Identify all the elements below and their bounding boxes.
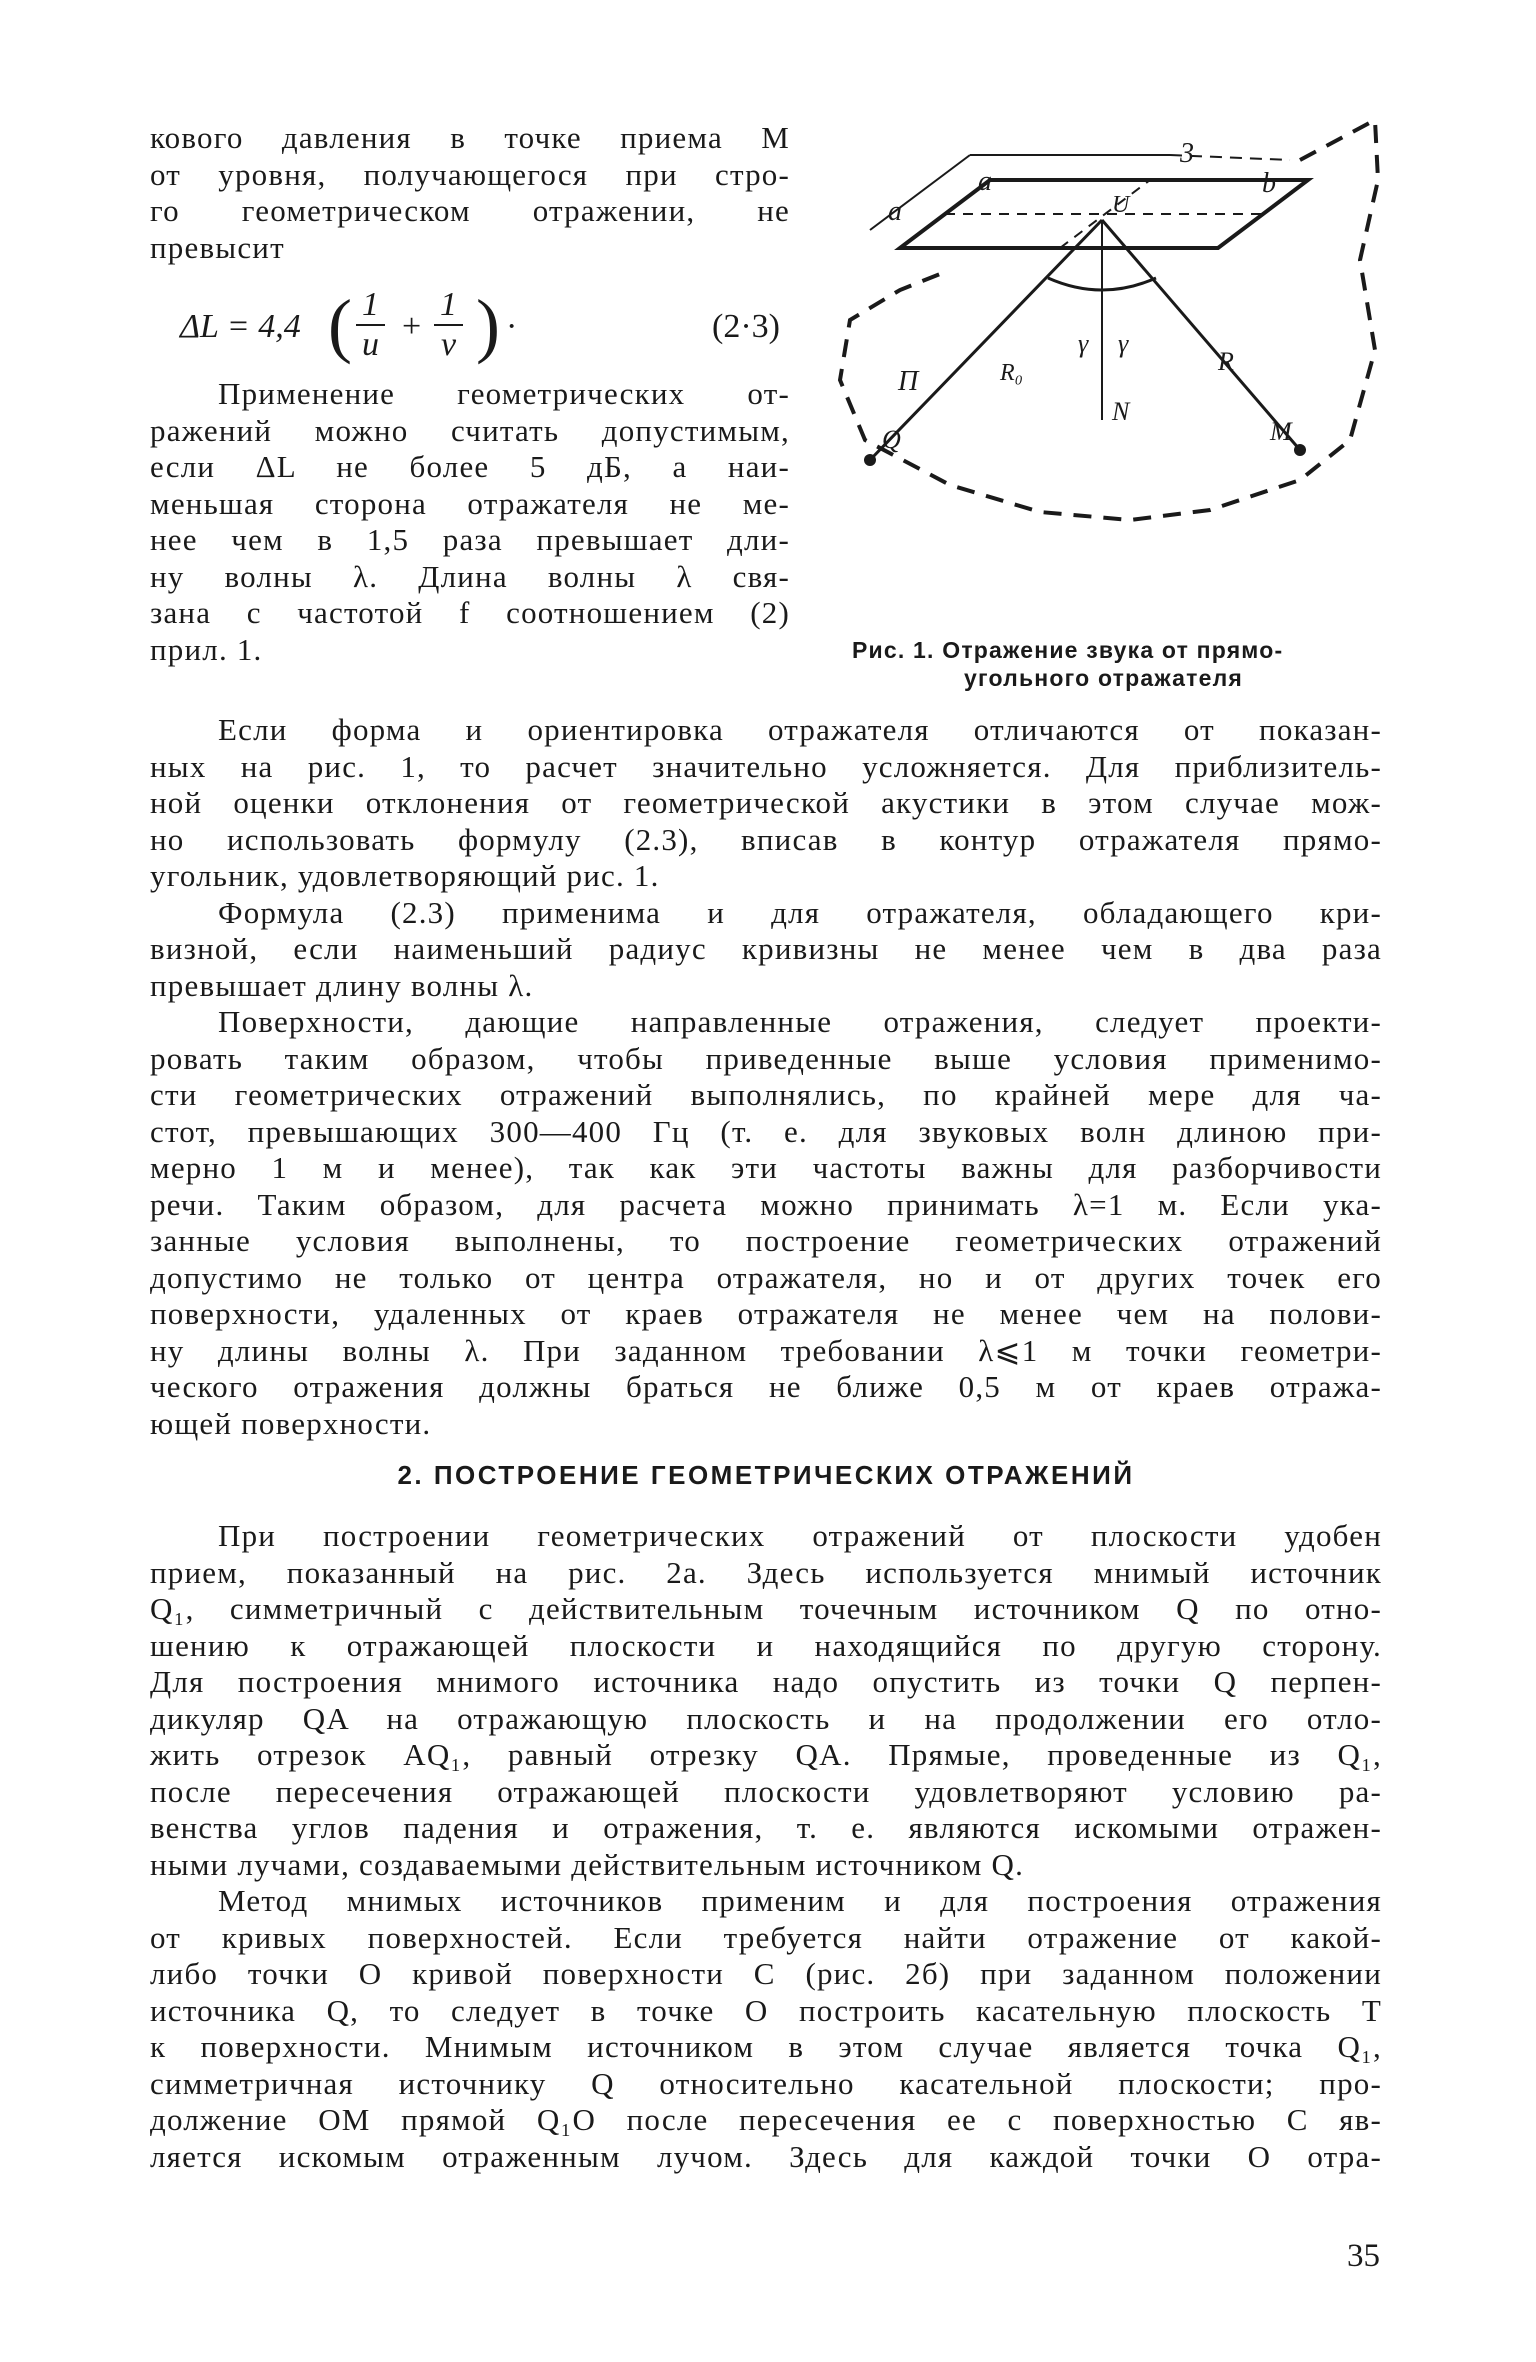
text-line: Применение геометрических от- (218, 376, 790, 411)
text-line: кового давления в точке приема М (150, 120, 790, 155)
text-line: допустимо не только от центра отражателя, но и от других точек его (150, 1259, 1382, 1295)
text-line: ражений можно считать допустимым, (150, 412, 790, 448)
label-n: N (1112, 397, 1130, 426)
text-line: если ΔL не более 5 дБ, а наи- (150, 449, 790, 484)
text-line: меньшая сторона отражателя не ме- (150, 485, 790, 521)
label-a: a (888, 196, 902, 227)
label-3: 3 (1180, 138, 1194, 169)
receiver-point-m (1294, 444, 1306, 456)
source-point-q (864, 454, 876, 466)
formula-dot: · (506, 308, 518, 345)
text-line: но использовать формулу (2.3), вписав в контур отражателя прямо- (150, 821, 1382, 857)
text-line: превысит (150, 229, 285, 265)
label-gamma: γ (1078, 329, 1089, 358)
section-heading: 2. ПОСТРОЕНИЕ ГЕОМЕТРИЧЕСКИХ ОТРАЖЕНИЙ (397, 1460, 1135, 1490)
text-line: прием, показанный на рис. 2а. Здесь используется мнимый источник (150, 1554, 1382, 1590)
label-p: П (898, 366, 919, 397)
fraction-numerator: 1 (434, 286, 463, 326)
text-line: го геометрическом отражении, не (150, 193, 790, 228)
label-q: Q (882, 425, 901, 454)
text-line: мерно 1 м и менее), так как эти частоты важны для разборчивости (150, 1150, 1382, 1185)
narrow-column (150, 120, 790, 668)
formula-lhs: ΔL = 4,4 (180, 308, 301, 345)
incident-ray (870, 220, 1102, 460)
text-line: Для построения мнимого источника надо опустить из точки Q перпен- (150, 1664, 1382, 1699)
text-line: от уровня, получающегося при стро- (150, 156, 790, 192)
text-line: либо точки O кривой поверхности C (рис. 2б) при заданном положении (150, 1956, 1382, 1991)
text-line: сти геометрических отражений выполнялись, по крайней мере для ча- (150, 1077, 1382, 1112)
text-line: ну длины волны λ. При заданном требовании λ⩽1 м точки геометри- (150, 1332, 1382, 1368)
paragraph-2 (150, 712, 1382, 1442)
text-line: ляется искомым отраженным лучом. Здесь для каждой точки O отра- (150, 2138, 1382, 2174)
text-line: Метод мнимых источников применим и для построения отражения (218, 1883, 1382, 1918)
text-line: симметричная источнику Q относительно касательной плоскости; про- (150, 2065, 1382, 2101)
figure-1-reflection-diagram (830, 120, 1390, 600)
text-line: прил. 1. (150, 631, 263, 667)
caption-text: Отражение звука от прямо- (942, 637, 1284, 663)
text-line: зана с частотой f соотношением (2) (150, 595, 790, 630)
fraction-denominator: v (440, 326, 457, 363)
page-number: 35 (1347, 2238, 1380, 2274)
text-line: поверхности, удаленных от краев отражателя не менее чем на полови- (150, 1296, 1382, 1331)
text-line: дикуляр QA на отражающую плоскость и на продолжении его отло- (150, 1700, 1382, 1736)
paragraph-5 (150, 1518, 1382, 2175)
formula-fraction-u (356, 286, 385, 364)
fraction-numerator: 1 (356, 286, 385, 326)
reflected-ray (1102, 220, 1300, 450)
formula-2-3 (150, 266, 790, 376)
dimension-line-a (870, 155, 970, 230)
text-line: визной, если наименьший радиус кривизны не менее чем в два раза (150, 931, 1382, 966)
text-line: ющей поверхности. (150, 1405, 432, 1441)
caption-label: Рис. 1. (852, 637, 935, 663)
text-line: ровать таким образом, чтобы приведенные выше условия применимо- (150, 1040, 1382, 1076)
formula-paren-right: ) (476, 285, 500, 365)
label-a: a (978, 166, 992, 197)
text-line: Q₁, симметричный с действительным точечным источником Q по отно- (150, 1591, 1382, 1626)
caption-text: угольного отражателя (964, 665, 1243, 691)
text-line: должение OM прямой Q₁O после пересечения ее с поверхностью C яв- (150, 2102, 1382, 2137)
formula-fraction-v (434, 286, 463, 364)
label-gamma: γ (1118, 329, 1129, 358)
text-line: При построении геометрических отражений от плоскости удобен (218, 1518, 1382, 1553)
text-line: ческого отражения должны браться не ближе 0,5 м от краев отража- (150, 1369, 1382, 1404)
formula-paren-left: ( (328, 285, 352, 365)
text-line: Поверхности, дающие направленные отражения, следует проекти- (218, 1004, 1382, 1039)
text-line: жить отрезок AQ₁, равный отрезку QA. Прямые, проведенные из Q₁, (150, 1737, 1382, 1772)
text-line: угольник, удовлетворяющий рис. 1. (150, 858, 660, 893)
label-m: M (1270, 417, 1292, 446)
text-line: нее чем в 1,5 раза превышает дли- (150, 522, 790, 557)
label-u: U (1112, 192, 1130, 218)
label-r0: R₀ (1000, 360, 1024, 386)
text-line: занные условия выполнены, то построение геометрических отражений (150, 1223, 1382, 1258)
text-line: после пересечения отражающей плоскости удовлетворяют условию ра- (150, 1773, 1382, 1809)
text-line: Если форма и ориентировка отражателя отличаются от показан- (218, 712, 1382, 747)
label-b: b (1262, 168, 1276, 199)
text-line: речи. Таким образом, для расчета можно принимать λ=1 м. Если ука- (150, 1186, 1382, 1222)
text-line: ной оценки отклонения от геометрической акустики в этом случае мож- (150, 785, 1382, 820)
label-r: R (1218, 347, 1234, 376)
figure-caption (852, 636, 1392, 692)
formula-plus: + (402, 308, 422, 345)
text-line: источника Q, то следует в точке O построить касательную плоскость T (150, 1992, 1382, 2028)
text-line: ных на рис. 1, то расчет значительно усложняется. Для приблизитель- (150, 748, 1382, 784)
text-line: от кривых поверхностей. Если требуется найти отражение от какой- (150, 1919, 1382, 1955)
text-line: к поверхности. Мнимым источником в этом случае является точка Q₁, (150, 2029, 1382, 2064)
text-line: Формула (2.3) применима и для отражателя, обладающего кри- (218, 894, 1382, 930)
text-line: стот, превышающих 300—400 Гц (т. е. для звуковых волн длиною при- (150, 1113, 1382, 1149)
text-line: ными лучами, создаваемыми действительным источником Q. (150, 1846, 1025, 1882)
text-line: шению к отражающей плоскости и находящийся по другую сторону. (150, 1627, 1382, 1663)
text-line: венства углов падения и отражения, т. е. являются искомыми отражен- (150, 1810, 1382, 1845)
text-line: превышает длину волны λ. (150, 967, 534, 1003)
formula-number: (2·3) (712, 308, 780, 345)
text-line: ну волны λ. Длина волны λ свя- (150, 558, 790, 594)
fraction-denominator: u (362, 326, 379, 363)
